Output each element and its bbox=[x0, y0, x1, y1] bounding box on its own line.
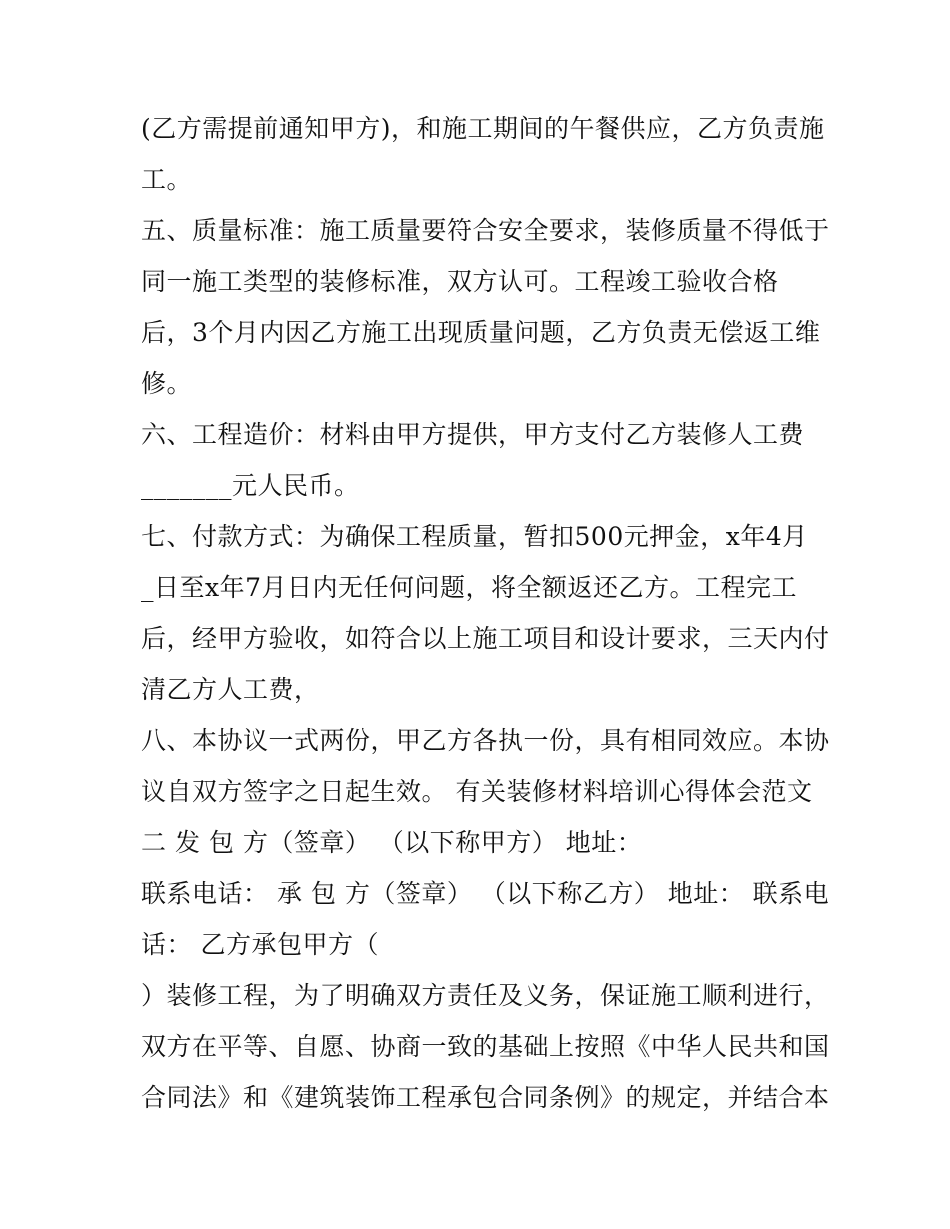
text-line: 同一施工类型的装修标准，双方认可。工程竣工验收合格 bbox=[141, 267, 779, 296]
text-line: 后，3个月内因乙方施工出现质量问题，乙方负责无偿返工维 bbox=[141, 318, 821, 347]
text-line: ）装修工程，为了明确双方责任及义务，保证施工顺利进行， bbox=[141, 981, 830, 1010]
text-line: 工。 bbox=[141, 165, 193, 194]
text-line: _______元人民币。 bbox=[141, 471, 360, 500]
text-line: (乙方需提前通知甲方)，和施工期间的午餐供应，乙方负责施 bbox=[141, 114, 825, 143]
text-line: 二 发 包 方（签章） （以下称甲方） 地址： bbox=[141, 828, 643, 857]
text-line: 五、质量标准：施工质量要符合安全要求，装修质量不得低于 bbox=[141, 216, 830, 245]
text-line: 话： 乙方承包甲方（ bbox=[141, 930, 379, 959]
text-line: 议自双方签字之日起生效。 有关装修材料培训心得体会范文 bbox=[141, 777, 813, 806]
text-line: 双方在平等、自愿、协商一致的基础上按照《中华人民共和国 bbox=[141, 1032, 830, 1061]
text-line: 修。 bbox=[141, 369, 193, 398]
text-line: 合同法》和《建筑装饰工程承包合同条例》的规定，并结合本 bbox=[141, 1083, 830, 1112]
text-line: 联系电话： 承 包 方（签章） （以下称乙方） 地址： 联系电 bbox=[141, 879, 830, 908]
text-line: 八、本协议一式两份，甲乙方各执一份，具有相同效应。本协 bbox=[141, 726, 830, 755]
text-line: 六、工程造价：材料由甲方提供，甲方支付乙方装修人工费 bbox=[141, 420, 805, 449]
text-line: 后，经甲方验收，如符合以上施工项目和设计要求，三天内付 bbox=[141, 624, 830, 653]
text-line: 清乙方人工费， bbox=[141, 675, 320, 704]
text-line: 七、付款方式：为确保工程质量，暂扣500元押金，x年4月 bbox=[141, 522, 808, 551]
text-line: _日至x年7月日内无任何问题，将全额返还乙方。工程完工 bbox=[141, 573, 798, 602]
